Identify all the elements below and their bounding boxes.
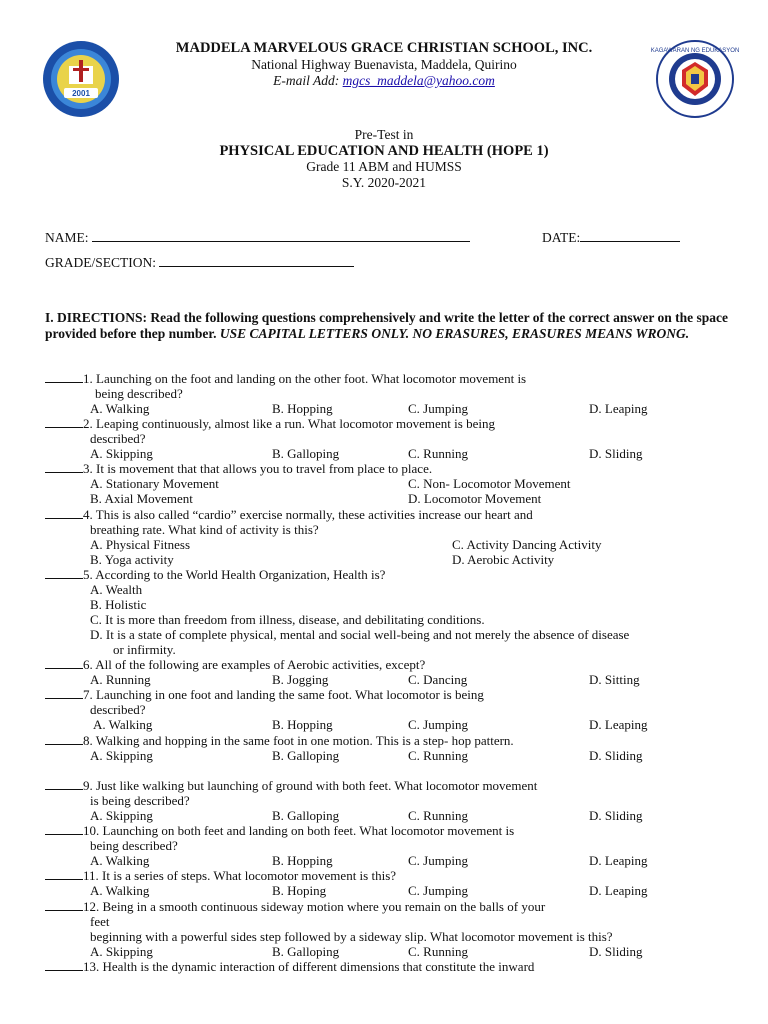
option-text: breathing rate. What kind of activity is this?	[90, 522, 319, 537]
question-line	[90, 401, 149, 417]
question-text: 13. Health is the dynamic interaction of different dimensions that constitute the inward	[83, 959, 535, 974]
option-text: C. Running	[408, 446, 468, 461]
question-stem	[45, 687, 484, 703]
option-text: D. Leaping	[589, 401, 648, 416]
school-year: S.Y. 2020-2021	[341, 175, 427, 190]
directions-label: I. DIRECTIONS:	[45, 310, 148, 325]
question-line	[272, 853, 333, 869]
option-text: A. Stationary Movement	[90, 476, 219, 491]
question-line	[408, 446, 468, 462]
subject-title: PHYSICAL EDUCATION AND HEALTH (HOPE 1)	[219, 143, 549, 159]
option-text: C. Running	[408, 944, 468, 959]
question-text: 8. Walking and hopping in the same foot in one motion. This is a step- hop pattern.	[83, 733, 514, 748]
option-text: B. Axial Movement	[90, 491, 193, 506]
question-stem	[45, 823, 514, 839]
question-line	[408, 808, 468, 824]
option-text: B. Hoping	[272, 883, 327, 898]
email-line	[0, 73, 768, 89]
question-stem	[45, 959, 534, 975]
question-line	[90, 944, 153, 960]
option-text: C. Jumping	[408, 853, 468, 868]
option-text: A. Physical Fitness	[90, 537, 191, 552]
question-line	[272, 446, 339, 462]
question-line	[90, 612, 485, 628]
option-text: described?	[90, 702, 146, 717]
question-line	[408, 883, 468, 899]
question-stem	[45, 868, 396, 884]
option-text: D. Leaping	[589, 853, 648, 868]
answer-blank[interactable]	[45, 823, 83, 835]
option-text: being described?	[95, 386, 183, 401]
option-text: A. Walking	[90, 853, 150, 868]
directions-text: Read the following questions comprehensively and write the letter of the correct answer on the space provided before thep number.	[45, 310, 728, 341]
question-line	[589, 446, 642, 462]
email-link[interactable]: mgcs_maddela@yahoo.com	[342, 73, 495, 88]
question-line	[272, 748, 339, 764]
option-text: B. Galloping	[272, 808, 340, 823]
option-text: D. Sliding	[589, 808, 643, 823]
answer-blank[interactable]	[45, 371, 83, 383]
question-line	[90, 627, 629, 643]
option-text: B. Galloping	[272, 748, 340, 763]
question-line	[90, 491, 193, 507]
option-text: C. Activity Dancing Activity	[452, 537, 602, 552]
question-stem	[45, 733, 514, 749]
option-text: B. Hopping	[272, 853, 333, 868]
question-text: 3. It is movement that that allows you to travel from place to place.	[83, 461, 433, 476]
question-line	[272, 401, 333, 417]
question-text: 6. All of the following are examples of Aerobic activities, except?	[83, 657, 426, 672]
option-text: D. Aerobic Activity	[452, 552, 555, 567]
directions	[45, 310, 735, 342]
school-address: National Highway Buenavista, Maddela, Quirino	[251, 57, 517, 72]
question-line	[408, 672, 467, 688]
question-line	[90, 446, 153, 462]
option-text: C. Running	[408, 748, 468, 763]
option-text: A. Walking	[93, 717, 153, 732]
option-text: D. It is a state of complete physical, mental and social well-being and not merely the absence of disease	[90, 627, 630, 642]
question-stem	[45, 507, 533, 523]
question-stem	[45, 657, 425, 673]
option-text: beginning with a powerful sides step followed by a sideway slip. What locomotor movement is this?	[90, 929, 613, 944]
question-line	[589, 672, 640, 688]
option-text: D. Sitting	[589, 672, 640, 687]
question-line	[90, 808, 153, 824]
date-blank[interactable]	[580, 230, 680, 242]
question-line	[589, 717, 647, 733]
question-line	[589, 748, 642, 764]
option-text: described?	[90, 431, 146, 446]
option-text: D. Sliding	[589, 748, 643, 763]
option-text: D. Leaping	[589, 717, 648, 732]
grade-section-blank[interactable]	[159, 255, 354, 267]
option-text: B. Jogging	[272, 672, 329, 687]
grade-level: Grade 11 ABM and HUMSS	[306, 159, 462, 174]
option-text: A. Walking	[90, 401, 150, 416]
svg-text:2001: 2001	[72, 89, 90, 98]
question-line	[408, 944, 468, 960]
option-text: B. Galloping	[272, 446, 340, 461]
option-text: A. Skipping	[90, 446, 153, 461]
option-text: B. Hopping	[272, 717, 333, 732]
question-line	[90, 597, 146, 613]
date-field[interactable]	[542, 230, 680, 246]
option-text: B. Hopping	[272, 401, 333, 416]
question-line	[589, 401, 647, 417]
answer-blank[interactable]	[45, 778, 83, 790]
question-stem	[45, 416, 495, 432]
question-line	[113, 642, 176, 658]
question-line	[408, 401, 468, 417]
question-line	[589, 944, 642, 960]
option-text: feet	[90, 914, 110, 929]
question-line	[408, 717, 468, 733]
question-line	[272, 808, 339, 824]
question-line	[408, 748, 468, 764]
question-stem	[45, 899, 545, 915]
question-line	[90, 431, 146, 447]
question-text: 7. Launching in one foot and landing the same foot. What locomotor is being	[83, 687, 484, 702]
question-stem	[45, 371, 526, 387]
question-line	[90, 476, 219, 492]
option-text: is being described?	[90, 793, 190, 808]
answer-blank[interactable]	[45, 868, 83, 880]
question-line	[90, 672, 151, 688]
option-text: A. Skipping	[90, 808, 153, 823]
option-text: D. Sliding	[589, 446, 643, 461]
question-line	[90, 702, 146, 718]
answer-blank[interactable]	[45, 567, 83, 579]
question-line	[90, 838, 178, 854]
option-text: A. Skipping	[90, 748, 153, 763]
question-line	[90, 883, 149, 899]
question-line	[90, 522, 319, 538]
question-line	[589, 883, 647, 899]
question-text: 1. Launching on the foot and landing on the other foot. What locomotor movement is	[83, 371, 527, 386]
directions-emphasis: USE CAPITAL LETTERS ONLY. NO ERASURES, ERASURES MEANS WRONG.	[219, 326, 690, 341]
question-stem	[45, 778, 537, 794]
pretest-label: Pre-Test in	[354, 127, 414, 142]
question-line	[90, 748, 153, 764]
grade-section-label: GRADE/SECTION:	[45, 255, 156, 270]
question-text: 12. Being in a smooth continuous sideway motion where you remain on the balls of your	[83, 899, 546, 914]
option-text: C. Jumping	[408, 717, 468, 732]
question-line	[272, 672, 328, 688]
question-line	[272, 883, 326, 899]
option-text: B. Holistic	[90, 597, 147, 612]
question-line	[93, 717, 152, 733]
answer-blank[interactable]	[45, 461, 83, 473]
name-label: NAME:	[45, 230, 89, 245]
question-stem	[45, 567, 385, 583]
question-line	[408, 476, 570, 492]
question-text: 5. According to the World Health Organization, Health is?	[83, 567, 386, 582]
question-line	[90, 929, 613, 945]
option-text: B. Galloping	[272, 944, 340, 959]
option-text: C. Running	[408, 808, 468, 823]
question-line	[408, 853, 468, 869]
question-line	[90, 793, 190, 809]
option-text: A. Skipping	[90, 944, 153, 959]
answer-blank[interactable]	[45, 899, 83, 911]
question-line	[90, 914, 109, 930]
grade-section-field[interactable]	[45, 255, 354, 271]
option-text: C. It is more than freedom from illness, disease, and debilitating conditions.	[90, 612, 485, 627]
question-line	[90, 853, 149, 869]
question-line	[272, 944, 339, 960]
question-line	[452, 537, 602, 553]
option-text: D. Leaping	[589, 883, 648, 898]
svg-text:KAGAWARAN NG EDUKASYON: KAGAWARAN NG EDUKASYON	[650, 48, 740, 54]
question-line	[452, 552, 554, 568]
option-text: A. Wealth	[90, 582, 143, 597]
email-label: E-mail Add:	[273, 73, 340, 88]
option-text: D. Sliding	[589, 944, 643, 959]
answer-blank[interactable]	[45, 657, 83, 669]
question-line	[95, 386, 183, 402]
question-text: 9. Just like walking but launching of ground with both feet. What locomotor movement	[83, 778, 538, 793]
option-text: or infirmity.	[113, 642, 176, 657]
option-text: C. Jumping	[408, 883, 468, 898]
answer-blank[interactable]	[45, 507, 83, 519]
question-text: 10. Launching on both feet and landing on both feet. What locomotor movement is	[83, 823, 515, 838]
name-field[interactable]	[45, 230, 470, 246]
question-text: 2. Leaping continuously, almost like a run. What locomotor movement is being	[83, 416, 495, 431]
date-label: DATE:	[542, 230, 581, 245]
option-text: B. Yoga activity	[90, 552, 174, 567]
option-text: A. Walking	[90, 883, 150, 898]
answer-blank[interactable]	[45, 733, 83, 745]
question-stem	[45, 461, 432, 477]
option-text: C. Jumping	[408, 401, 468, 416]
option-text: A. Running	[90, 672, 151, 687]
question-line	[90, 552, 174, 568]
name-blank[interactable]	[92, 230, 470, 242]
question-line	[589, 808, 642, 824]
school-name: MADDELA MARVELOUS GRACE CHRISTIAN SCHOOL, INC.	[175, 40, 593, 56]
option-text: D. Locomotor Movement	[408, 491, 542, 506]
option-text: being described?	[90, 838, 178, 853]
question-line	[90, 537, 190, 553]
question-line	[272, 717, 333, 733]
option-text: C. Non- Locomotor Movement	[408, 476, 571, 491]
answer-blank[interactable]	[45, 687, 83, 699]
question-text: 4. This is also called “cardio” exercise normally, these activities increase our heart and	[83, 507, 533, 522]
question-line	[408, 491, 541, 507]
answer-blank[interactable]	[45, 416, 83, 428]
answer-blank[interactable]	[45, 959, 83, 971]
question-line	[589, 853, 647, 869]
question-line	[90, 582, 142, 598]
question-text: 11. It is a series of steps. What locomotor movement is this?	[83, 868, 397, 883]
option-text: C. Dancing	[408, 672, 468, 687]
